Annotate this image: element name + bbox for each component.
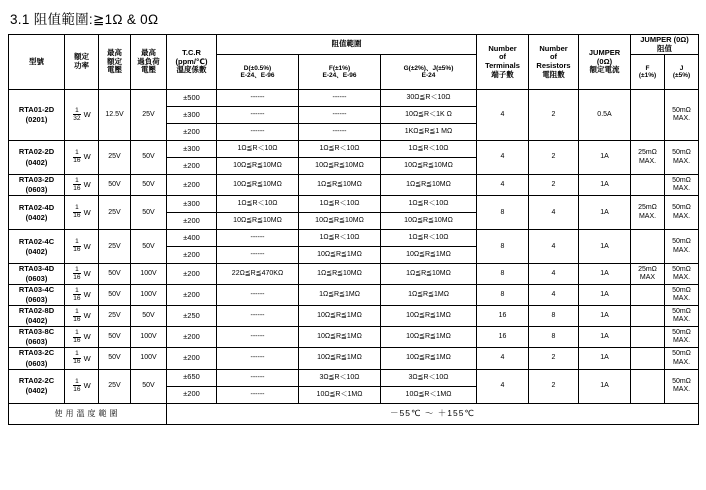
cell-tcr: ±200 [167,386,217,403]
cell-rated-power: $\frac{1}{16}$ W [65,327,99,348]
cell-max-voltage: 50V [99,327,131,348]
cell-jumper-current: 1A [579,369,631,403]
cell-jumper-f [631,230,665,264]
cell-res-f: 1Ω≦R≦1MΩ [299,285,381,306]
cell-res-d: ------ [217,90,299,107]
cell-tcr: ±300 [167,141,217,158]
cell-tcr: ±200 [167,327,217,348]
cell-tcr: ±400 [167,230,217,247]
table-head [9,35,699,90]
th-jumper-f: F (±1%) [631,55,665,90]
cell-overload-voltage: 50V [131,369,167,403]
cell-resistors: 4 [529,196,579,230]
th-res-f: F(±1%) E-24、E-96 [299,55,381,90]
cell-res-d: ------ [217,107,299,124]
cell-model: RTA03-2D (0603) [9,175,65,196]
cell-resistors: 4 [529,264,579,285]
cell-model: RTA02-4C (0402) [9,230,65,264]
cell-jumper-j: 50mΩ MAX. [665,196,699,230]
cell-tcr: ±200 [167,247,217,264]
cell-model: RTA02-8D (0402) [9,306,65,327]
cell-tcr: ±200 [167,264,217,285]
th-max-overload-voltage: 最高 過負荷 電壓 [131,35,167,90]
cell-tcr: ±650 [167,369,217,386]
table-row [9,175,699,196]
cell-tcr: ±250 [167,306,217,327]
cell-terminals: 8 [477,230,529,264]
cell-terminals: 4 [477,175,529,196]
cell-rated-power: $\frac{1}{32}$ W [65,90,99,141]
cell-overload-voltage: 25V [131,90,167,141]
cell-rated-power: $\frac{1}{16}$ W [65,141,99,175]
cell-overload-voltage: 50V [131,306,167,327]
cell-res-f: 1Ω≦R＜10Ω [299,196,381,213]
cell-jumper-current: 1A [579,196,631,230]
cell-jumper-j: 50mΩ MAX. [665,327,699,348]
cell-tcr: ±300 [167,107,217,124]
cell-res-f: 1Ω≦R≦10MΩ [299,175,381,196]
cell-jumper-current: 1A [579,141,631,175]
cell-resistors: 2 [529,369,579,403]
cell-res-gj: 10Ω≦R＜1K Ω [381,107,477,124]
cell-max-voltage: 12.5V [99,90,131,141]
cell-resistors: 4 [529,230,579,264]
cell-res-f: 10Ω≦R≦10MΩ [299,158,381,175]
table-row [9,285,699,306]
cell-resistors: 8 [529,327,579,348]
th-num-resistors: Number of Resistors 電阻數 [529,35,579,90]
cell-overload-voltage: 50V [131,175,167,196]
cell-res-f: 1Ω≦R＜10Ω [299,230,381,247]
cell-res-gj: 30Ω≦R＜10Ω [381,90,477,107]
cell-res-d: 22Ω≦R≦470KΩ [217,264,299,285]
cell-res-f: 10Ω≦R≦1MΩ [299,247,381,264]
cell-res-d: ------ [217,386,299,403]
cell-res-gj: 3Ω≦R＜10Ω [381,369,477,386]
cell-resistors: 2 [529,348,579,369]
th-jumper-j: J (±5%) [665,55,699,90]
cell-model: RTA03-4C (0603) [9,285,65,306]
footer-value: －55℃ ～ ＋155℃ [167,403,699,424]
cell-jumper-f: 25mΩ MAX. [631,196,665,230]
cell-jumper-j: 50mΩ MAX. [665,306,699,327]
cell-rated-power: $\frac{1}{16}$ W [65,306,99,327]
cell-res-f: ------ [299,124,381,141]
th-max-rated-voltage: 最高 額定 電壓 [99,35,131,90]
cell-res-d: ------ [217,230,299,247]
cell-res-d: ------ [217,369,299,386]
cell-res-f: 10Ω≦R≦1MΩ [299,348,381,369]
th-num-terminals: Number of Terminals 端子數 [477,35,529,90]
cell-tcr: ±200 [167,175,217,196]
cell-jumper-j: 50mΩ MAX. [665,90,699,141]
cell-jumper-f [631,306,665,327]
cell-jumper-f [631,348,665,369]
cell-jumper-f: 25mΩ MAX [631,264,665,285]
cell-res-gj: 10Ω≦R≦10MΩ [381,213,477,230]
cell-tcr: ±500 [167,90,217,107]
cell-overload-voltage: 50V [131,230,167,264]
page-title: 3.1 阻值範圍:≧1Ω & 0Ω [10,12,159,27]
cell-res-gj: 1Ω≦R≦10MΩ [381,175,477,196]
th-jumper-resistance: JUMPER (0Ω) 阻值 [631,35,699,55]
cell-overload-voltage: 100V [131,264,167,285]
cell-res-gj: 10Ω≦R≦1MΩ [381,348,477,369]
cell-res-d: ------ [217,285,299,306]
cell-res-gj: 10Ω≦R≦1MΩ [381,247,477,264]
cell-res-gj: 1Ω≦R＜10Ω [381,141,477,158]
cell-jumper-current: 0.5A [579,90,631,141]
cell-model: RTA01-2D (0201) [9,90,65,141]
cell-model: RTA02-2C (0402) [9,369,65,403]
cell-model: RTA03-8C (0603) [9,327,65,348]
table-row [9,327,699,348]
cell-res-gj: 10Ω≦R≦10MΩ [381,158,477,175]
cell-overload-voltage: 100V [131,285,167,306]
table-row [9,196,699,213]
cell-resistors: 2 [529,90,579,141]
cell-rated-power: $\frac{1}{16}$ W [65,230,99,264]
cell-model: RTA02-2D (0402) [9,141,65,175]
cell-jumper-current: 1A [579,264,631,285]
th-res-d: D(±0.5%) E-24、E-96 [217,55,299,90]
cell-jumper-current: 1A [579,175,631,196]
cell-resistors: 8 [529,306,579,327]
cell-jumper-current: 1A [579,327,631,348]
cell-max-voltage: 50V [99,175,131,196]
cell-jumper-f [631,327,665,348]
cell-res-f: ------ [299,90,381,107]
cell-res-gj: 1Ω≦R≦10MΩ [381,264,477,285]
cell-tcr: ±200 [167,348,217,369]
cell-rated-power: $\frac{1}{16}$ W [65,285,99,306]
th-rated-power: 額定 功率 [65,35,99,90]
cell-rated-power: $\frac{1}{16}$ W [65,369,99,403]
table-foot [9,403,699,424]
table-row [9,348,699,369]
cell-res-gj: 10Ω≦R＜1MΩ [381,386,477,403]
cell-res-f: 1Ω≦R＜10Ω [299,141,381,158]
cell-res-d: 10Ω≦R≦10MΩ [217,175,299,196]
cell-res-f: 10Ω≦R≦10MΩ [299,213,381,230]
table-row [9,141,699,158]
th-tcr: T.C.R (ppm/℃) 溫度係數 [167,35,217,90]
cell-tcr: ±200 [167,158,217,175]
cell-jumper-current: 1A [579,230,631,264]
cell-model: RTA03-2C (0603) [9,348,65,369]
table-row [9,264,699,285]
cell-resistors: 2 [529,141,579,175]
cell-jumper-f [631,90,665,141]
cell-overload-voltage: 50V [131,196,167,230]
cell-res-d: 10Ω≦R≦10MΩ [217,213,299,230]
cell-overload-voltage: 50V [131,141,167,175]
cell-terminals: 16 [477,327,529,348]
cell-res-gj: 1Ω≦R＜10Ω [381,196,477,213]
footer-label: 使用溫度範圍 [9,403,167,424]
cell-max-voltage: 25V [99,141,131,175]
cell-res-f: 10Ω≦R＜1MΩ [299,386,381,403]
cell-res-f: 1Ω≦R≦10MΩ [299,264,381,285]
cell-overload-voltage: 100V [131,327,167,348]
cell-tcr: ±200 [167,213,217,230]
cell-res-gj: 1Ω≦R＜10Ω [381,230,477,247]
cell-terminals: 4 [477,369,529,403]
cell-resistors: 2 [529,175,579,196]
cell-res-f: 10Ω≦R≦1MΩ [299,306,381,327]
cell-jumper-j: 50mΩ MAX. [665,141,699,175]
cell-max-voltage: 50V [99,348,131,369]
cell-max-voltage: 25V [99,230,131,264]
cell-jumper-current: 1A [579,285,631,306]
cell-jumper-j: 50mΩ MAX. [665,264,699,285]
cell-res-d: ------ [217,327,299,348]
cell-model: RTA02-4D (0402) [9,196,65,230]
cell-max-voltage: 50V [99,285,131,306]
th-res-gj: G(±2%)、J(±5%) E-24 [381,55,477,90]
cell-res-d: ------ [217,124,299,141]
table-row [9,369,699,386]
cell-max-voltage: 25V [99,306,131,327]
cell-res-f: 10Ω≦R≦1MΩ [299,327,381,348]
cell-terminals: 4 [477,348,529,369]
cell-tcr: ±300 [167,196,217,213]
cell-jumper-j: 50mΩ MAX. [665,285,699,306]
table-body [9,90,699,404]
cell-max-voltage: 25V [99,196,131,230]
cell-terminals: 4 [477,90,529,141]
cell-overload-voltage: 100V [131,348,167,369]
cell-jumper-j: 50mΩ MAX. [665,175,699,196]
cell-terminals: 8 [477,285,529,306]
cell-max-voltage: 25V [99,369,131,403]
th-model: 型號 [9,35,65,90]
cell-jumper-j: 50mΩ MAX. [665,230,699,264]
th-jumper-current: JUMPER (0Ω) 額定電流 [579,35,631,90]
cell-terminals: 8 [477,264,529,285]
cell-res-d: ------ [217,348,299,369]
cell-res-d: ------ [217,247,299,264]
cell-jumper-f [631,175,665,196]
cell-terminals: 4 [477,141,529,175]
cell-rated-power: $\frac{1}{16}$ W [65,175,99,196]
cell-model: RTA03-4D (0603) [9,264,65,285]
cell-jumper-j: 50mΩ MAX. [665,369,699,403]
table-row [9,90,699,107]
cell-rated-power: $\frac{1}{16}$ W [65,196,99,230]
cell-rated-power: $\frac{1}{16}$ W [65,264,99,285]
cell-res-d: 10Ω≦R≦10MΩ [217,158,299,175]
cell-res-gj: 10Ω≦R≦1MΩ [381,327,477,348]
cell-max-voltage: 50V [99,264,131,285]
cell-res-f: 3Ω≦R＜10Ω [299,369,381,386]
cell-rated-power: $\frac{1}{16}$ W [65,348,99,369]
cell-res-gj: 1Ω≦R≦1MΩ [381,285,477,306]
cell-jumper-j: 50mΩ MAX. [665,348,699,369]
cell-jumper-f [631,369,665,403]
cell-jumper-current: 1A [579,306,631,327]
cell-jumper-f [631,285,665,306]
cell-jumper-f: 25mΩ MAX. [631,141,665,175]
cell-res-d: ------ [217,306,299,327]
cell-jumper-current: 1A [579,348,631,369]
th-resistance-range: 阻值範圍 [217,35,477,55]
cell-res-f: ------ [299,107,381,124]
cell-res-gj: 10Ω≦R≦1MΩ [381,306,477,327]
cell-tcr: ±200 [167,285,217,306]
cell-res-d: 1Ω≦R＜10Ω [217,196,299,213]
cell-resistors: 4 [529,285,579,306]
cell-terminals: 16 [477,306,529,327]
table-row [9,306,699,327]
table-row [9,230,699,247]
spec-table [8,34,699,425]
cell-terminals: 8 [477,196,529,230]
cell-tcr: ±200 [167,124,217,141]
cell-res-d: 1Ω≦R＜10Ω [217,141,299,158]
cell-res-gj: 1KΩ≦R≦1 MΩ [381,124,477,141]
